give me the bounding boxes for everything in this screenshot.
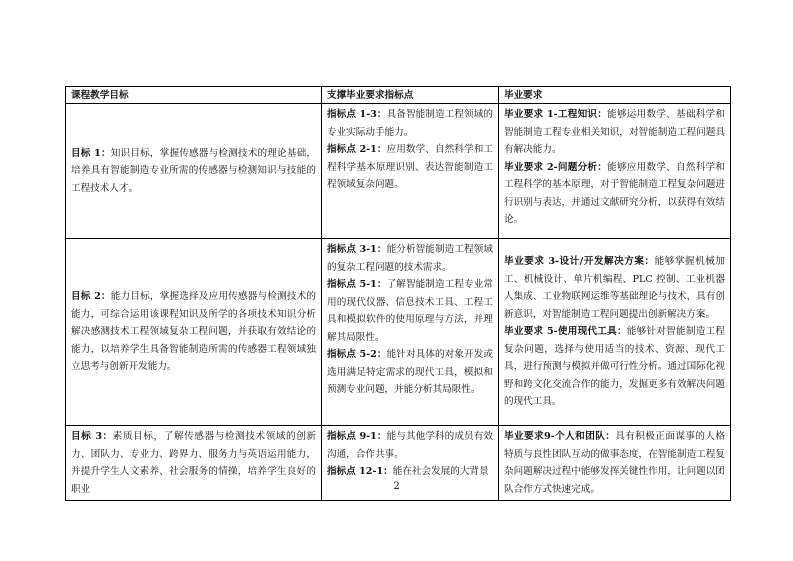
indicator-label: 指标点 5-2：	[327, 349, 387, 360]
goal-label: 目标 3：	[71, 431, 113, 442]
requirement-item	[504, 106, 725, 159]
table-header-row	[66, 87, 731, 104]
requirement-text: 能够应用数学、自然科学和工程科学的基本原理，对于智能制造工程复杂问题进行识别与表达，并通过文献研究分析，以获得有效结论。	[504, 161, 725, 225]
indicator-label: 指标点 5-1：	[327, 279, 387, 290]
requirement-item	[504, 323, 725, 411]
indicator-text: 能针对具体的对象开发或选用满足特定需求的现代工具，模拟和预测专业问题，并能分析其局限性。	[327, 349, 493, 395]
indicator-text: 能与其他学科的成员有效沟通，合作共事。	[327, 431, 493, 460]
requirements-cell	[499, 104, 731, 239]
indicator-item	[327, 141, 493, 194]
requirement-text: 能够针对智能制造工程复杂问题，选择与使用适当的技术、资源、现代工具，进行预测与模拟并做可行性分析。通过国际化视野和跨文化交流合作的能力，发掘更多有效解决问题的现代工具。	[504, 326, 725, 408]
header-indicators: 支撑毕业要求指标点	[322, 87, 499, 104]
table-row	[66, 104, 731, 239]
goal-label: 目标 2：	[71, 291, 111, 303]
indicator-item	[327, 428, 493, 463]
header-requirements: 毕业要求	[499, 87, 731, 104]
indicator-label: 指标点 2-1：	[327, 144, 387, 155]
table-row	[66, 239, 731, 426]
indicator-item	[327, 463, 493, 481]
requirement-text: 能够运用数学、基础科学和智能制造工程专业相关知识，对智能制造工程问题具有解决能力。	[504, 109, 725, 155]
goal-cell	[66, 104, 322, 239]
indicator-item	[327, 106, 493, 141]
goal-text: 素质目标，了解传感器与检测技术领域的创新力、团队力、专业力、跨界力、服务力与英语运用能力，并提升学生人文素养、社会服务的情操，培养学生良好的职业	[71, 431, 317, 495]
requirement-label: 毕业要求 1-工程知识：	[504, 109, 608, 120]
header-course-goals: 课程教学目标	[66, 87, 322, 104]
goal-text: 能力目标，掌握选择及应用传感器与检测技术的能力，可综合运用该课程知识及所学的各项技术知识分析解决感测技术工程领域复杂工程问题，并获取有效结论的能力，以培养学生具备智能制造所需的传感器工程领域独立思考与创新开发能力。	[71, 291, 317, 373]
indicator-item	[327, 241, 493, 276]
indicators-cell	[322, 239, 499, 426]
indicator-label: 指标点 9-1：	[327, 431, 387, 442]
indicator-text: 能在社会发展的大背景	[392, 466, 489, 477]
page-number: 2	[393, 481, 400, 492]
indicator-text: 具备智能制造工程领域的专业实际动手能力。	[327, 109, 493, 138]
requirements-cell	[499, 239, 731, 426]
indicators-cell	[322, 104, 499, 239]
requirement-text: 具有积极正面谋事的人格特质与良性团队互动的做事态度，在智能制造工程复杂问题解决过程中能够发挥关键性作用，让问题以团队合作方式快速完成。	[504, 431, 725, 495]
requirement-label: 毕业要求 3-设计/开发解决方案：	[504, 256, 655, 268]
requirement-text: 能够掌握机械加工、机械设计、单片机编程、PLC 控制、工业机器人集成、工业物联网运维等基础理论与技术，具有创新意识，对智能制造工程问题提出创新解决方案。	[504, 256, 725, 320]
requirement-label: 毕业要求 5-使用现代工具：	[504, 326, 627, 338]
indicator-label: 指标点 1-3：	[327, 109, 387, 120]
indicator-item	[327, 276, 493, 346]
goal-label: 目标 1：	[71, 147, 111, 159]
requirement-label: 毕业要求 2-问题分析：	[504, 161, 608, 173]
course-objectives-table	[65, 86, 731, 501]
indicator-item	[327, 346, 493, 399]
goal-cell	[66, 239, 322, 426]
indicator-label: 指标点 12-1：	[327, 466, 393, 477]
requirement-item	[504, 253, 725, 323]
indicator-label: 指标点 3-1：	[327, 244, 387, 255]
indicator-text: 应用数学、自然科学和工程科学基本原理识别、表达智能制造工程领域复杂问题。	[327, 144, 493, 190]
indicator-text: 能分析智能制造工程领域的复杂工程问题的技术需求。	[327, 244, 493, 273]
requirement-label: 毕业要求9-个人和团队：	[504, 431, 616, 442]
goal-text: 知识目标，掌握传感器与检测技术的理论基础，培养具有智能制造专业所需的传感器与检测知识与技能的工程技术人才。	[71, 147, 317, 194]
requirement-item	[504, 159, 725, 229]
indicator-text: 了解智能制造工程专业常用的现代仪器、信息技术工具、工程工具和模拟软件的使用原理与方法，并理解其局限性。	[327, 279, 493, 343]
